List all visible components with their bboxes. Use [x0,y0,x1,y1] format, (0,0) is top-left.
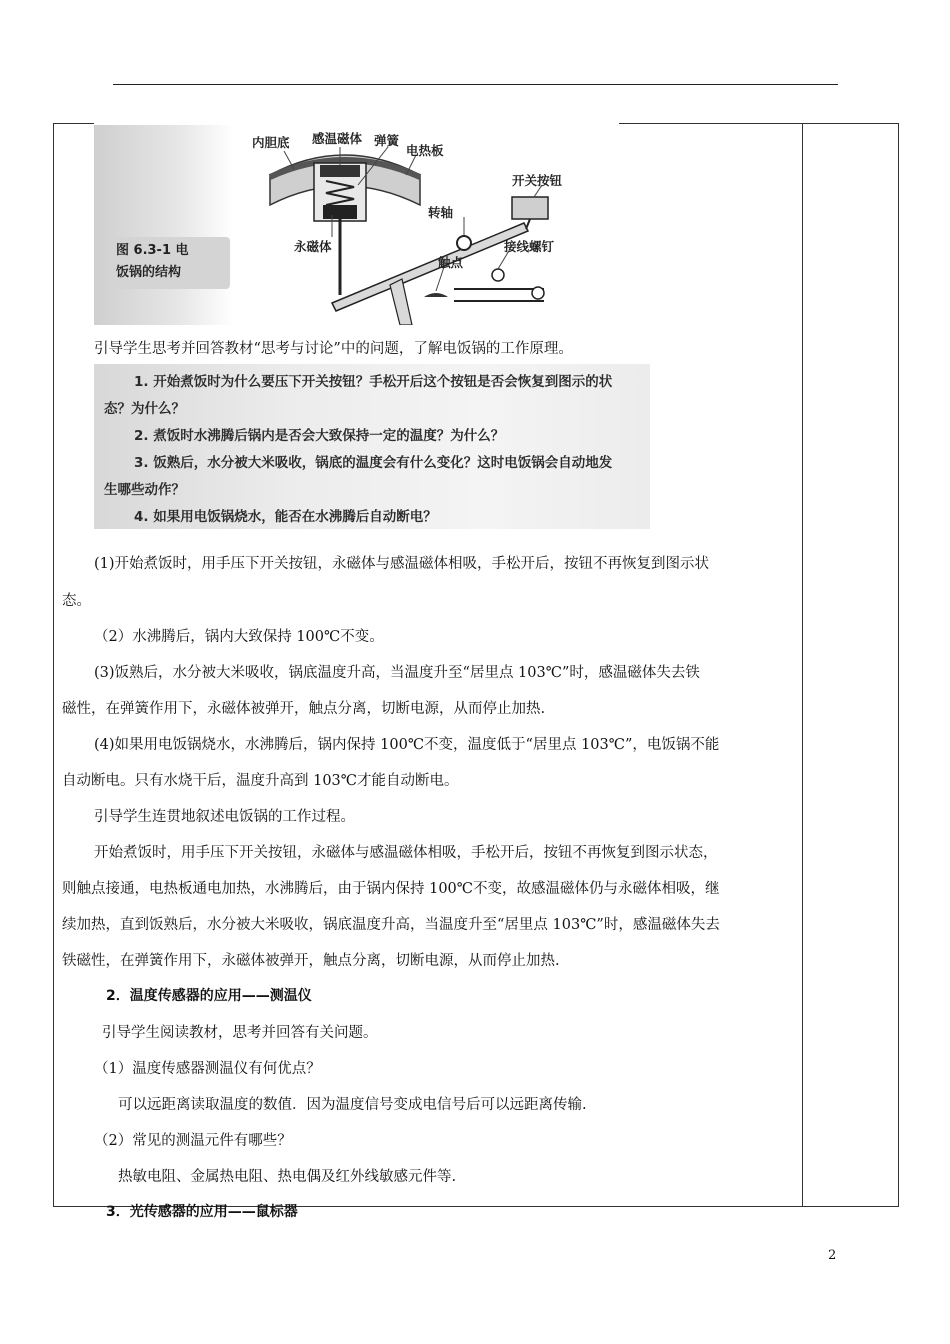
question-line-2: 态？为什么？ [104,401,185,417]
guide-line-reading: 引导学生阅读教材，思考并回答有关问题。 [102,1025,378,1041]
guide-line-process: 引导学生连贯地叙述电饭锅的工作过程。 [94,809,355,825]
label-spring: 弹簧 [374,133,400,148]
section-heading-mouse: 3．光传感器的应用——鼠标器 [106,1204,298,1220]
question-line-6: 4. 如果用电饭锅烧水，能否在水沸腾后自动断电？ [134,509,437,525]
label-permanent-magnet: 永磁体 [294,239,332,254]
switch-button-shape [512,197,548,219]
answer-3-line-1: (3)饭熟后，水分被大米吸收，锅底温度升高，当温度升至“居里点 103℃”时，感温磁体失去铁 [94,665,700,681]
figure-caption-line-2: 饭锅的结构 [116,265,182,280]
rice-cooker-structure-figure [94,125,580,325]
label-temp-magnet: 感温磁体 [312,131,363,146]
lever-arm [332,223,528,311]
page-number: 2 [828,1248,837,1263]
figure-caption-line-1: 图 6.3-1 电 [116,243,189,258]
terminal-screw-shape-1 [492,269,504,281]
table-right-column-divider [802,124,803,1206]
label-switch-button: 开关按钮 [512,173,563,188]
answer-1-line-2: 态。 [62,593,91,609]
support-leg [390,279,412,325]
answer-2: （2）水沸腾后，锅内大致保持 100℃不变。 [94,629,384,645]
label-terminal-screw: 接线螺钉 [504,239,555,254]
label-inner-pot-bottom: 内胆底 [252,135,290,150]
answer-4-line-1: (4)如果用电饭锅烧水，水沸腾后，锅内保持 100℃不变，温度低于“居里点 103℃”，电饭锅不能 [94,737,720,753]
temp-magnet-shape [320,165,360,177]
intro-line: 引导学生思考并回答教材“思考与讨论”中的问题，了解电饭锅的工作原理。 [94,341,573,357]
question-elements: （2）常见的测温元件有哪些？ [94,1133,292,1149]
contact-shape [424,293,448,297]
question-line-1: 1. 开始煮饭时为什么要压下开关按钮？手松开后这个按钮是否会恢复到图示的状 [134,374,613,390]
answer-3-line-2: 磁性，在弹簧作用下，永磁体被弹开，触点分离，切断电源，从而停止加热. [62,701,546,717]
answer-4-line-2: 自动断电。只有水烧干后，温度升高到 103℃才能自动断电。 [62,773,459,789]
discussion-questions-figure [94,364,650,529]
pivot-shape [457,236,471,250]
process-line-1: 开始煮饭时，用手压下开关按钮，永磁体与感温磁体相吸，手松开后，按钮不再恢复到图示状态， [94,845,718,861]
process-line-3: 续加热，直到饭熟后，水分被大米吸收，锅底温度升高，当温度升至“居里点 103℃”时，感温磁体失去 [62,917,720,933]
label-heating-plate: 电热板 [406,143,444,158]
process-line-2: 则触点接通，电热板通电加热，水沸腾后，由于锅内保持 100℃不变，故感温磁体仍与永磁体相吸，继 [62,881,720,897]
label-contact: 触点 [438,255,464,270]
figure-caption [108,237,230,289]
answer-advantages: 可以远距离读取温度的数值．因为温度信号变成电信号后可以远距离传输. [118,1097,587,1113]
permanent-magnet-shape [323,205,357,219]
question-line-4: 3. 饭熟后，水分被大米吸收，锅底的温度会有什么变化？这时电饭锅会自动地发 [134,455,613,471]
header-rule [113,84,838,85]
answer-elements: 热敏电阻、金属热电阻、热电偶及红外线敏感元件等. [118,1169,457,1185]
process-line-4: 铁磁性，在弹簧作用下，永磁体被弹开，触点分离，切断电源，从而停止加热. [62,953,560,969]
question-line-5: 生哪些动作？ [104,482,185,498]
rice-cooker-diagram [94,125,580,325]
answer-1-line-1: (1)开始煮饭时，用手压下开关按钮，永磁体与感温磁体相吸，手松开后，按钮不再恢复到图示状 [94,556,710,572]
question-advantages: （1）温度传感器测温仪有何优点？ [94,1061,321,1077]
question-line-3: 2. 煮饭时水沸腾后锅内是否会大致保持一定的温度？为什么？ [134,428,505,444]
terminal-screw-shape-2 [532,287,544,299]
label-pivot: 转轴 [428,205,454,220]
section-heading-thermometer: 2．温度传感器的应用——测温仪 [106,988,312,1004]
